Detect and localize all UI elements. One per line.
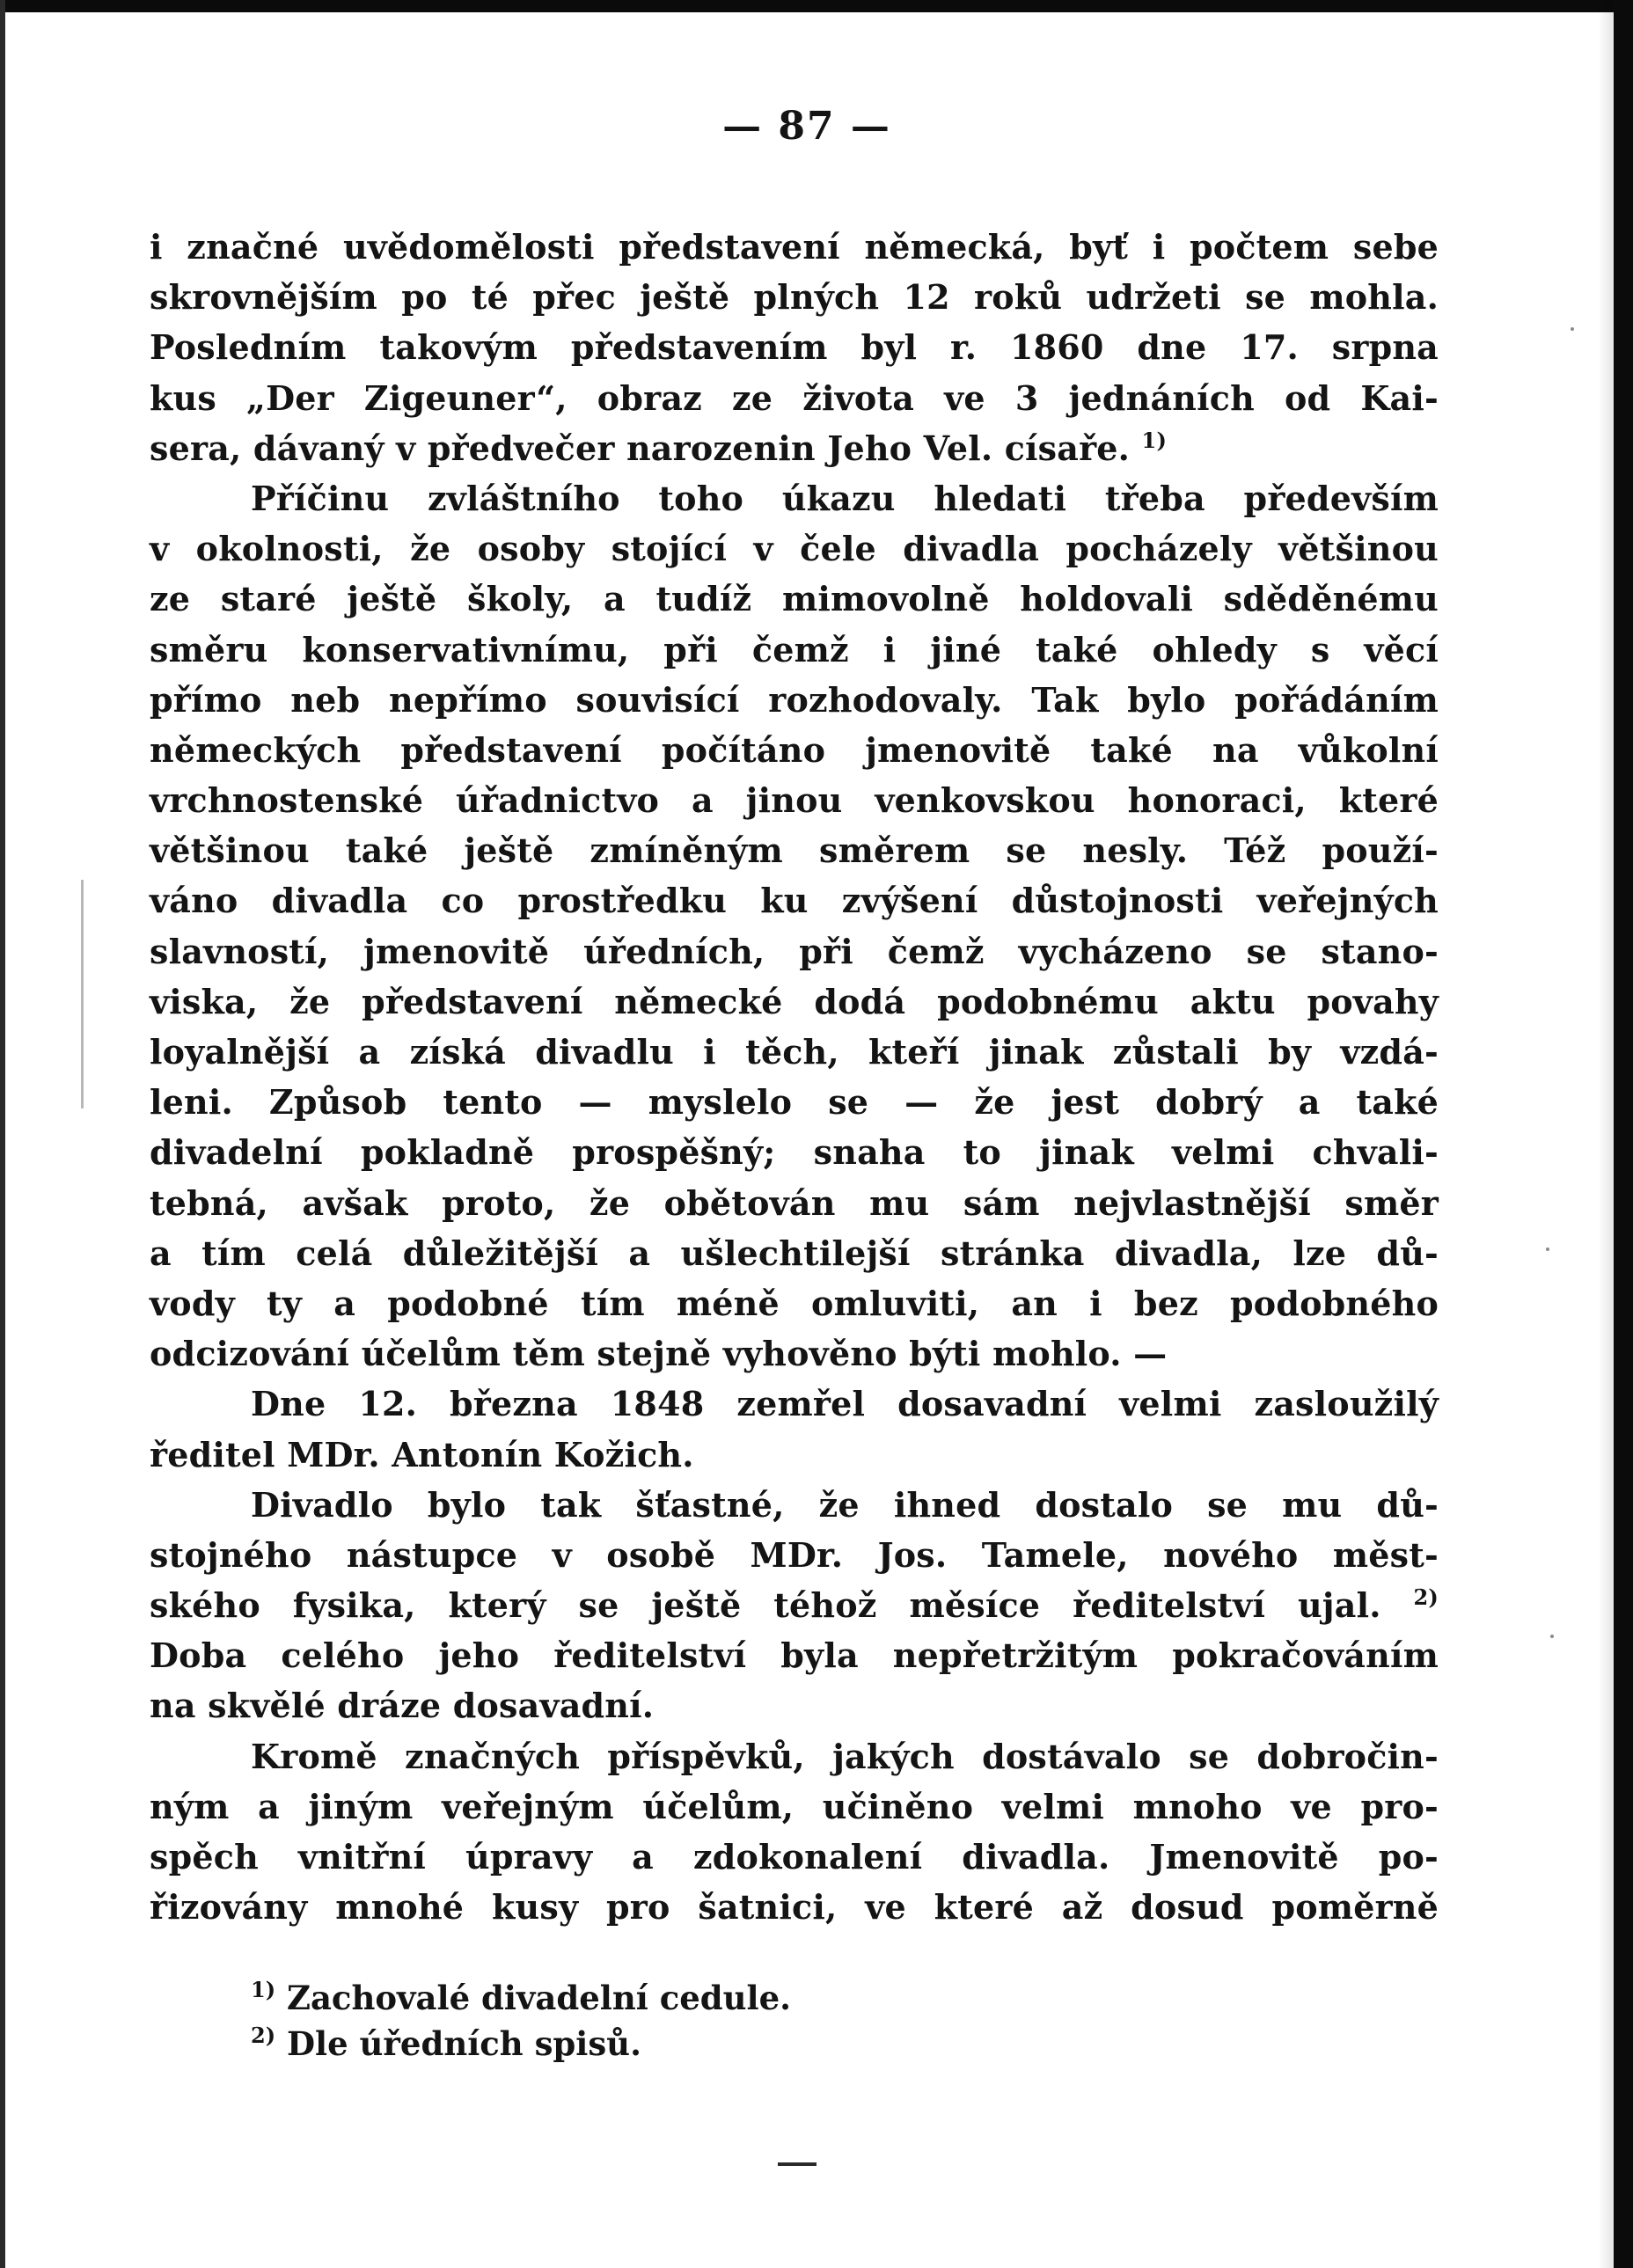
text-line: v okolnosti, že osoby stojící v čele divadla pocházely většinou (150, 529, 1439, 569)
text-line: Kromě značných příspěvků, jakých dostávalo se dobročin- (251, 1736, 1439, 1776)
text-line: směru konservativnímu, při čemž i jiné také ohledy s věcí (150, 629, 1439, 669)
text-line-content: ského fysika, který se ještě téhož měsíce ředitelství ujal. (150, 1585, 1381, 1626)
text-line: i značné uvědomělosti představení německá, byť i počtem sebe (150, 227, 1439, 267)
scan-border-top (0, 0, 1633, 12)
text-line: tebná, avšak proto, že obětován mu sám nejvlastnější směr (150, 1182, 1439, 1223)
text-line-content: sera, dávaný v předvečer narozenin Jeho Vel. císaře. (150, 428, 1131, 468)
page-edge-shadow (1598, 0, 1614, 2268)
text-line: na skvělé dráze dosavadní. (150, 1686, 655, 1726)
text-line: přímo neb nepřímo souvisící rozhodovaly. Tak bylo pořádáním (150, 679, 1439, 720)
text-line: viska, že představení německé dodá podobnému aktu povahy (150, 981, 1439, 1021)
text-line (150, 1580, 1439, 1630)
footnote (251, 1975, 1395, 2021)
text-line: Doba celého jeho ředitelství byla nepřetržitým pokračováním (150, 1635, 1439, 1676)
footnote-ref-1: 1) (1141, 427, 1168, 453)
footnote-text: Zachovalé divadelní cedule. (286, 1979, 792, 2017)
text-line: leni. Způsob tento — myslelo se — že jest dobrý a také (150, 1082, 1439, 1123)
text-line: loyalnější a získá divadlu i těch, kteří jinak zůstali by vzdá- (150, 1032, 1439, 1072)
text-line: odcizování účelům těm stejně vyhověno býti mohlo. — (150, 1334, 1168, 1374)
text-line: vody ty a podobné tím méně omluviti, an i bez podobného (150, 1283, 1439, 1323)
text-line: slavností, jmenovitě úředních, při čemž vycházeno se stano- (150, 931, 1439, 971)
paper-speck (1546, 1247, 1549, 1251)
text-line: a tím celá důležitější a ušlechtilejší stránka divadla, lze dů- (150, 1233, 1439, 1273)
text-line: většinou také ještě zmíněným směrem se nesly. Též použí- (150, 830, 1439, 871)
page-number: — 87 — (722, 104, 891, 149)
text-line: váno divadla co prostředku ku zvýšení důstojnosti veřejných (150, 881, 1439, 921)
text-line: vrchnostenské úřadnictvo a jinou venkovskou honoraci, které (150, 780, 1439, 821)
footnote (251, 2021, 1395, 2067)
paper-speck (1571, 327, 1574, 331)
text-line: německých představení počítáno jmenovitě také na vůkolní (150, 729, 1439, 770)
text-line: kus „Der Zigeuner“, obraz ze života ve 3 jednáních od Kai- (150, 377, 1439, 418)
text-line (150, 423, 1439, 473)
footnote-text: Dle úředních spisů. (286, 2024, 641, 2063)
text-line: Příčinu zvláštního toho úkazu hledati třeba především (251, 478, 1439, 518)
text-line: ze staré ještě školy, a tudíž mimovolně holdovali sděděnému (150, 579, 1439, 619)
text-line: ředitel MDr. Antonín Kožich. (150, 1434, 694, 1474)
text-line: Posledním takovým představením byl r. 1860 dne 17. srpna (150, 327, 1439, 368)
footnote-mark: 1) (251, 1977, 276, 2002)
footnotes (251, 1975, 1395, 2067)
bottom-dash-mark (778, 2162, 816, 2166)
gutter-mark (81, 880, 84, 1108)
paper-speck (1550, 1635, 1554, 1638)
text-line: ným a jiným veřejným účelům, učiněno velmi mnoho ve pro- (150, 1786, 1439, 1826)
text-line: Divadlo bylo tak šťastné, že ihned dostalo se mu dů- (251, 1484, 1439, 1525)
text-line: řizovány mnohé kusy pro šatnici, ve které až dosud poměrně (150, 1887, 1439, 1928)
scan-border-left (0, 0, 5, 2268)
text-line: Dne 12. března 1848 zemřel dosavadní velmi zasloužilý (251, 1384, 1439, 1424)
text-line: divadelní pokladně prospěšný; snaha to jinak velmi chvali- (150, 1132, 1439, 1173)
text-line: spěch vnitřní úpravy a zdokonalení divadla. Jmenovitě po- (150, 1837, 1439, 1877)
body-text (150, 222, 1439, 1932)
footnote-mark: 2) (251, 2023, 276, 2048)
text-line: skrovnějším po té přec ještě plných 12 roků udržeti se mohla. (150, 277, 1439, 318)
scan-border-right (1614, 0, 1633, 2268)
footnote-ref-2: 2) (1413, 1584, 1439, 1611)
text-line: stojného nástupce v osobě MDr. Jos. Tamele, nového měst- (150, 1534, 1439, 1575)
